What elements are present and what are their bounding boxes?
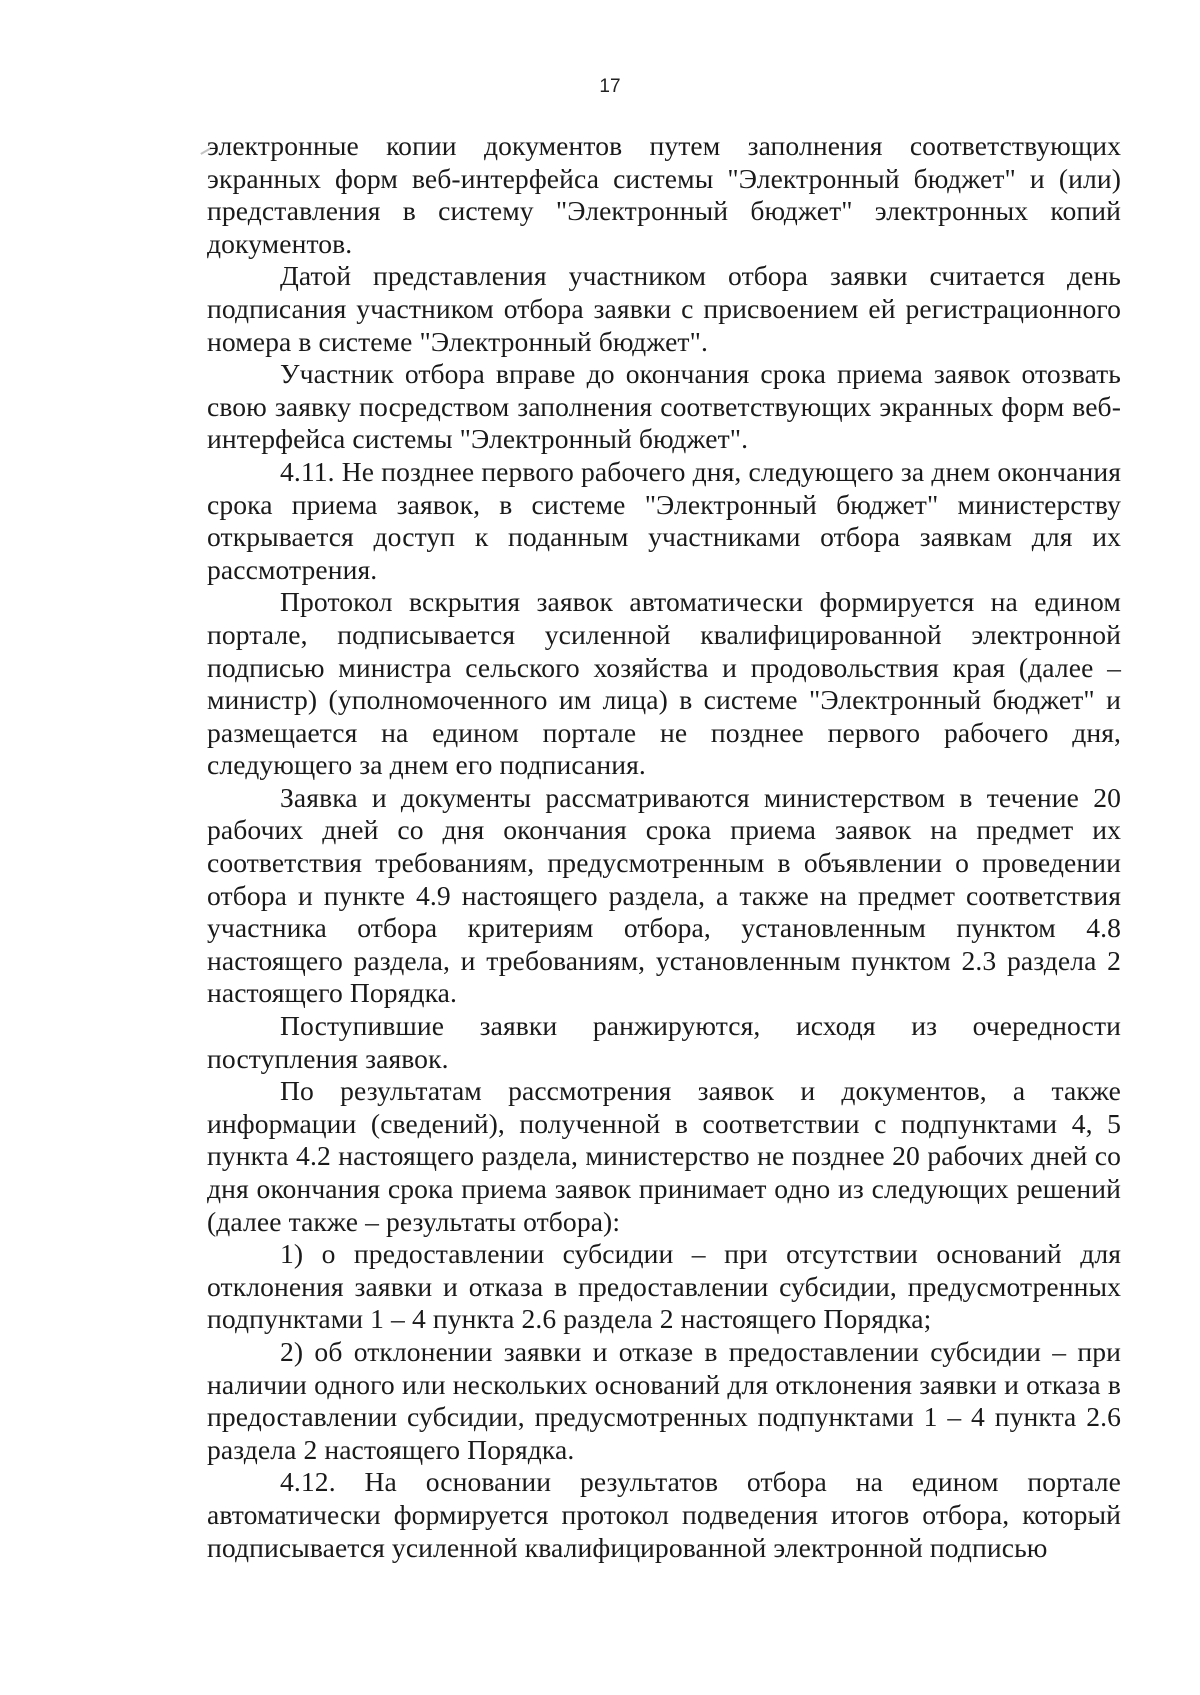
paragraph-opening-protocol: Протокол вскрытия заявок автоматически формируется на едином портале, подписывается усиленной квалифицированной электронной подписью министра сельского хозяйства и продовольствия края (далее – министр) (уполномоченного им лица) в системе "Электронный бюджет" и размещается на едином портале не позднее первого рабочего дня, следующего за днем его подписания. (207, 586, 1121, 781)
list-item-1: 1) о предоставлении субсидии – при отсутствии оснований для отклонения заявки и отказа в предоставлении субсидии, предусмотренных подпунктами 1 – 4 пункта 2.6 раздела 2 настоящего Порядка; (207, 1238, 1121, 1335)
paragraph-4-11: 4.11. Не позднее первого рабочего дня, следующего за днем окончания срока приема заявок, в системе "Электронный бюджет" министерству открывается доступ к поданным участниками отбора заявкам для их рассмотрения. (207, 455, 1121, 585)
paragraph-continuation: электронные копии документов путем заполнения соответствующих экранных форм веб-интерфейса системы "Электронный бюджет" и (или) представления в систему "Электронный бюджет" электронных копий документов. (207, 130, 1121, 259)
paragraph-review: Заявка и документы рассматриваются министерством в течение 20 рабочих дней со дня окончания срока приема заявок на предмет их соответствия требованиям, предусмотренным в объявлении о проведении отбора и пункте 4.9 настоящего раздела, а также на предмет соответствия участника отбора критериям отбора, установленным пунктом 4.8 настоящего раздела, и требованиям, установленным пунктом 2.3 раздела 2 настоящего Порядка. (207, 781, 1121, 1009)
paragraph-results: По результатам рассмотрения заявок и документов, а также информации (сведений), полученной в соответствии с подпунктами 4, 5 пункта 4.2 настоящего раздела, министерство не позднее 20 рабочих дней со дня окончания срока приема заявок принимает одно из следующих решений (далее также – результаты отбора): (207, 1075, 1121, 1237)
document-body (207, 130, 1121, 1564)
paragraph-withdrawal: Участник отбора вправе до окончания срока приема заявок отозвать свою заявку посредством заполнения соответствующих экранных форм веб-интерфейса системы "Электронный бюджет". (207, 358, 1121, 455)
paragraph-submission-date: Датой представления участником отбора заявки считается день подписания участником отбора заявки с присвоением ей регистрационного номера в системе "Электронный бюджет". (207, 260, 1121, 357)
list-item-2: 2) об отклонении заявки и отказе в предоставлении субсидии – при наличии одного или нескольких оснований для отклонения заявки и отказа в предоставлении субсидии, предусмотренных подпунктами 1 – 4 пункта 2.6 раздела 2 настоящего Порядка. (207, 1335, 1121, 1465)
paragraph-4-12: 4.12. На основании результатов отбора на едином портале автоматически формируется протокол подведения итогов отбора, который подписывается усиленной квалифицированной электронной подписью (207, 1466, 1121, 1563)
paragraph-ranking: Поступившие заявки ранжируются, исходя из очередности поступления заявок. (207, 1010, 1121, 1074)
page-number: 17 (599, 76, 621, 97)
